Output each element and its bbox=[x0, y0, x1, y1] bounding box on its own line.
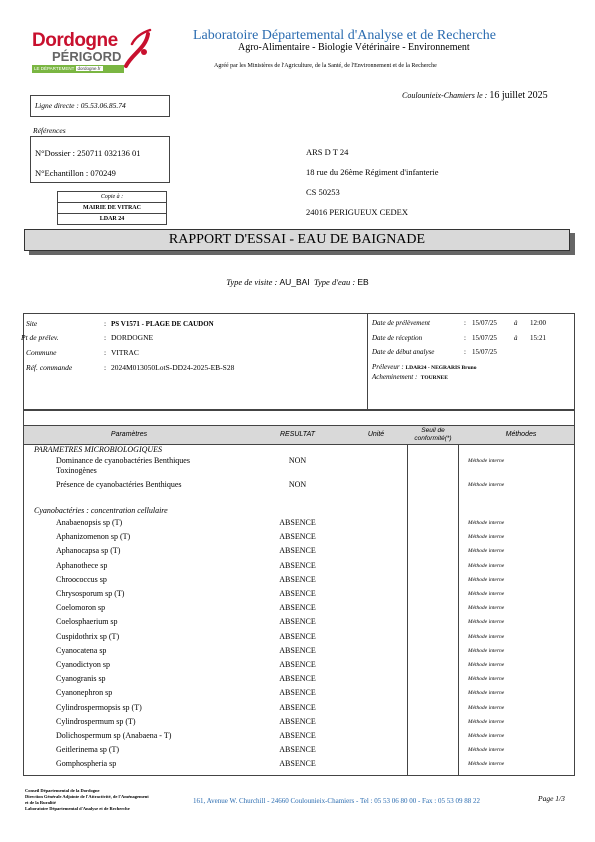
row-parameter: Coelosphaerium sp bbox=[56, 617, 118, 627]
site-value: PS V1571 - PLAGE DE CAUDON bbox=[111, 320, 214, 328]
visit-type-label: Type de visite : bbox=[226, 277, 278, 287]
echantillon-number: 070249 bbox=[90, 168, 116, 178]
logo-brand: Dordogne bbox=[32, 30, 118, 51]
row-result: ABSENCE bbox=[279, 688, 316, 698]
sampling-date-label: Date de prélèvement bbox=[372, 319, 430, 327]
row-method: Méthode interne bbox=[468, 718, 505, 725]
row-method: Méthode interne bbox=[468, 761, 505, 768]
row-result: ABSENCE bbox=[279, 759, 316, 769]
row-method: Méthode interne bbox=[468, 676, 505, 683]
site-label: Site bbox=[26, 319, 38, 328]
table-row bbox=[24, 759, 576, 773]
row-method: Méthode interne bbox=[468, 633, 505, 640]
sampling-at-label: à bbox=[514, 319, 518, 327]
row-parameter: Aphanizomenon sp (T) bbox=[56, 532, 131, 542]
row-result: ABSENCE bbox=[279, 645, 316, 655]
point-label: Pt de prélev. bbox=[21, 333, 59, 342]
row-result: ABSENCE bbox=[279, 518, 316, 527]
recipient-line1: ARS D T 24 bbox=[306, 147, 349, 157]
table-row bbox=[24, 546, 576, 560]
report-date-value: 16 juillet 2025 bbox=[489, 90, 548, 101]
row-method: Méthode interne bbox=[468, 591, 505, 597]
dossier-label: N°Dossier : bbox=[35, 148, 75, 158]
row-parameter: Chrysosporum sp (T) bbox=[56, 589, 125, 598]
order-value: 2024M013050LotS-DD24-2025-EB-S28 bbox=[111, 363, 235, 372]
row-method: Méthode interne bbox=[468, 619, 505, 626]
transport-value: TOURNEE bbox=[420, 375, 448, 381]
table-row bbox=[24, 646, 576, 660]
echantillon-label: N°Echantillon : bbox=[35, 168, 89, 178]
reception-date-value: 15/07/25 bbox=[472, 334, 497, 342]
row-parameter: Aphanocapsa sp (T) bbox=[56, 546, 121, 556]
table-row bbox=[24, 561, 576, 575]
row-method: Méthode interne bbox=[468, 576, 505, 583]
direct-line-value: 05.53.06.85.74 bbox=[80, 101, 126, 110]
row-parameter: Aphanothece sp bbox=[56, 560, 108, 570]
row-result: ABSENCE bbox=[279, 660, 316, 669]
row-result: ABSENCE bbox=[279, 532, 316, 542]
row-result: ABSENCE bbox=[279, 574, 316, 584]
logo-url: dordogne.fr bbox=[77, 66, 101, 71]
water-type-label: Type d'eau : bbox=[313, 277, 356, 287]
row-result: ABSENCE bbox=[279, 745, 316, 755]
row-method: Méthode interne bbox=[468, 733, 505, 739]
row-method: Méthode interne bbox=[468, 534, 505, 541]
table-row bbox=[24, 632, 576, 646]
recipient-line4: 24016 PERIGUEUX CEDEX bbox=[306, 207, 408, 217]
row-parameter: Cyanodictyon sp bbox=[56, 660, 110, 669]
table-row bbox=[24, 731, 576, 745]
table-row bbox=[24, 703, 576, 717]
copy-to-label: Copie à : bbox=[57, 191, 167, 203]
sampler-value: LDAR24 - NEGRARIS Bruno bbox=[405, 365, 477, 371]
analysis-date-value: 15/07/25 bbox=[472, 348, 497, 356]
transport-row bbox=[372, 373, 448, 381]
reception-date-row: Date de réception : 15/07/25 à 15:21 bbox=[372, 334, 546, 342]
copy-to-line1: MAIRIE DE VITRAC bbox=[57, 202, 167, 214]
sampler-label: Préleveur : bbox=[372, 363, 404, 371]
copy-to-box bbox=[57, 192, 167, 225]
row-parameter: Dolichospermum sp (Anabaena - T) bbox=[56, 731, 172, 740]
col-threshold-header: Seuil de conformité(*) bbox=[414, 427, 452, 442]
commune-label: Commune bbox=[26, 348, 57, 357]
row-result: ABSENCE bbox=[279, 589, 316, 598]
row-parameter: Dominance de cyanobactéries Benthiques bbox=[56, 456, 190, 465]
table-row bbox=[24, 589, 576, 603]
copy-to-line2: LDAR 24 bbox=[57, 213, 167, 225]
table-row bbox=[24, 617, 576, 631]
row-parameter: Cylindrospermopsis sp (T) bbox=[56, 702, 142, 712]
results-table-header bbox=[23, 425, 575, 445]
row-parameter: Geitlerinema sp (T) bbox=[56, 745, 120, 755]
row-parameter: Cyanogranis sp bbox=[56, 674, 106, 684]
recipient-address bbox=[306, 142, 439, 222]
table-row bbox=[24, 575, 576, 589]
order-label: Réf. commande bbox=[26, 363, 73, 372]
row-method: Méthode interne bbox=[468, 458, 505, 464]
footer-address: 161, Avenue W. Churchill - 24660 Coulounieix-Chamiers - Tel : 05 53 06 80 00 - Fax : 05 53 09 88 22 bbox=[193, 797, 481, 805]
sampling-date-row: Date de prélèvement : 15/07/25 à 12:00 bbox=[372, 319, 546, 327]
report-date bbox=[402, 90, 548, 101]
agreement-text: Agréé par les Ministères de l'Agriculture, de la Santé, de l'Environnement et de la Recherche bbox=[214, 63, 437, 69]
footer-org-line3: et de la Ruralité bbox=[25, 800, 56, 805]
dossier-line bbox=[35, 143, 169, 163]
row-parameter: Gomphospheria sp bbox=[56, 759, 117, 769]
sampler-row bbox=[372, 363, 477, 371]
row-method: Méthode interne bbox=[468, 747, 505, 754]
row-result: ABSENCE bbox=[279, 617, 316, 627]
table-row bbox=[24, 456, 576, 475]
row-parameter: Présence de cyanobactéries Benthiques bbox=[56, 480, 182, 489]
row-result: ABSENCE bbox=[279, 702, 316, 712]
table-row bbox=[24, 480, 576, 494]
analysis-date-label: Date de début analyse bbox=[372, 348, 435, 356]
row-parameter: Coelomoron sp bbox=[56, 603, 106, 613]
row-result: ABSENCE bbox=[279, 546, 316, 556]
point-row: Pt de prélev. : DORDOGNE bbox=[21, 333, 154, 342]
report-title: RAPPORT D'ESSAI - EAU DE BAIGNADE bbox=[24, 229, 570, 251]
commune-value: VITRAC bbox=[111, 348, 139, 357]
recipient-line3: CS 50253 bbox=[306, 187, 340, 197]
footer-org bbox=[25, 788, 149, 812]
table-row bbox=[24, 518, 576, 532]
results-table bbox=[23, 444, 575, 776]
row-parameter: Cylindrospermum sp (T) bbox=[56, 716, 136, 726]
row-method: Méthode interne bbox=[468, 562, 505, 569]
info-spacer bbox=[23, 410, 575, 426]
lab-subtitle: Agro-Alimentaire - Biologie Vétérinaire - Environnement bbox=[238, 42, 470, 53]
page-number: Page 1/3 bbox=[538, 794, 565, 803]
col-param-header: Paramètres bbox=[110, 431, 148, 438]
row-parameter: Anabaenopsis sp (T) bbox=[56, 518, 123, 527]
logo-region: PÉRIGORD bbox=[52, 49, 122, 64]
water-type-value: EB bbox=[357, 277, 369, 287]
report-date-label: Coulounieix-Chamiers le : bbox=[402, 91, 488, 100]
footer-org-line2: Direction Générale Adjointe de l'Attractivité, de l'Aménagement bbox=[25, 794, 149, 799]
table-row bbox=[24, 532, 576, 546]
reception-at-label: à bbox=[514, 334, 518, 342]
table-row bbox=[24, 688, 576, 702]
col-unit-header: Unité bbox=[367, 431, 385, 438]
footer-org-line1: Conseil Départemental de la Dordogne bbox=[25, 788, 100, 793]
section-microbio-title: PARAMETRES MICROBIOLOGIQUES bbox=[34, 445, 163, 454]
reception-date-label: Date de réception bbox=[372, 334, 423, 342]
dossier-number: 250711 032136 01 bbox=[77, 148, 141, 158]
row-method: Méthode interne bbox=[468, 605, 505, 612]
row-result: ABSENCE bbox=[279, 603, 316, 613]
row-method: Méthode interne bbox=[468, 704, 505, 711]
row-result: NON bbox=[288, 456, 307, 465]
col-result-header: RESULTAT bbox=[279, 431, 315, 438]
table-row bbox=[24, 660, 576, 674]
footer-org-line4: Laboratoire Départemental d'Analyse et de Recherche bbox=[25, 806, 130, 811]
row-result: ABSENCE bbox=[279, 631, 316, 641]
row-method: Méthode interne bbox=[468, 662, 505, 668]
row-parameter: Cuspidothrix sp (T) bbox=[56, 631, 120, 641]
table-row bbox=[24, 603, 576, 617]
references-label: Références bbox=[33, 126, 66, 135]
row-parameter: Cyanonephron sp bbox=[56, 688, 113, 698]
point-value: DORDOGNE bbox=[111, 333, 154, 342]
row-parameter: Chroococcus sp bbox=[56, 574, 107, 584]
table-row bbox=[24, 674, 576, 688]
logo-tagline: LE DÉPARTEMENT bbox=[34, 66, 75, 71]
table-row bbox=[24, 717, 576, 731]
row-method: Méthode interne bbox=[468, 482, 505, 488]
order-row: Réf. commande : 2024M013050LotS-DD24-2025-EB-S28 bbox=[26, 363, 235, 372]
direct-line-label: Ligne directe : bbox=[35, 101, 79, 110]
row-method: Méthode interne bbox=[468, 520, 505, 526]
site-row: Site : PS V1571 - PLAGE DE CAUDON bbox=[26, 319, 214, 328]
references-box bbox=[30, 136, 170, 183]
lab-title: Laboratoire Départemental d'Analyse et de Recherche bbox=[193, 28, 496, 43]
row-parameter-continued: Toxinogènes bbox=[56, 466, 97, 475]
sampling-date-value: 15/07/25 bbox=[472, 319, 497, 327]
echantillon-line bbox=[35, 163, 169, 183]
row-result: ABSENCE bbox=[279, 560, 316, 570]
col-methods-header: Méthodes bbox=[505, 431, 537, 438]
row-result: ABSENCE bbox=[279, 716, 316, 726]
sampling-time-value: 12:00 bbox=[530, 319, 546, 327]
row-method: Méthode interne bbox=[468, 647, 505, 654]
table-row bbox=[24, 745, 576, 759]
info-divider bbox=[367, 314, 368, 410]
analysis-date-row: Date de début analyse : 15/07/25 bbox=[372, 348, 497, 356]
row-parameter: Cyanocatena sp bbox=[56, 645, 107, 655]
logo-swirl-icon bbox=[122, 26, 152, 70]
logo-tagline-bar bbox=[32, 65, 124, 73]
recipient-line2: 18 rue du 26ème Régiment d'infanterie bbox=[306, 167, 439, 177]
row-method: Méthode interne bbox=[468, 690, 505, 697]
transport-label: Acheminement : bbox=[372, 373, 418, 381]
sample-info-block bbox=[23, 313, 575, 410]
visit-type-value: AU_BAI bbox=[279, 277, 310, 287]
row-result: ABSENCE bbox=[279, 731, 316, 740]
row-result: ABSENCE bbox=[279, 674, 316, 684]
row-method: Méthode interne bbox=[468, 548, 505, 555]
direct-line-box bbox=[30, 95, 170, 117]
section-cyano-title: Cyanobactéries : concentration cellulaire bbox=[34, 506, 168, 515]
row-result: NON bbox=[288, 480, 307, 489]
visit-type-line bbox=[0, 277, 595, 287]
commune-row: Commune : VITRAC bbox=[26, 348, 139, 357]
reception-time-value: 15:21 bbox=[530, 334, 546, 342]
